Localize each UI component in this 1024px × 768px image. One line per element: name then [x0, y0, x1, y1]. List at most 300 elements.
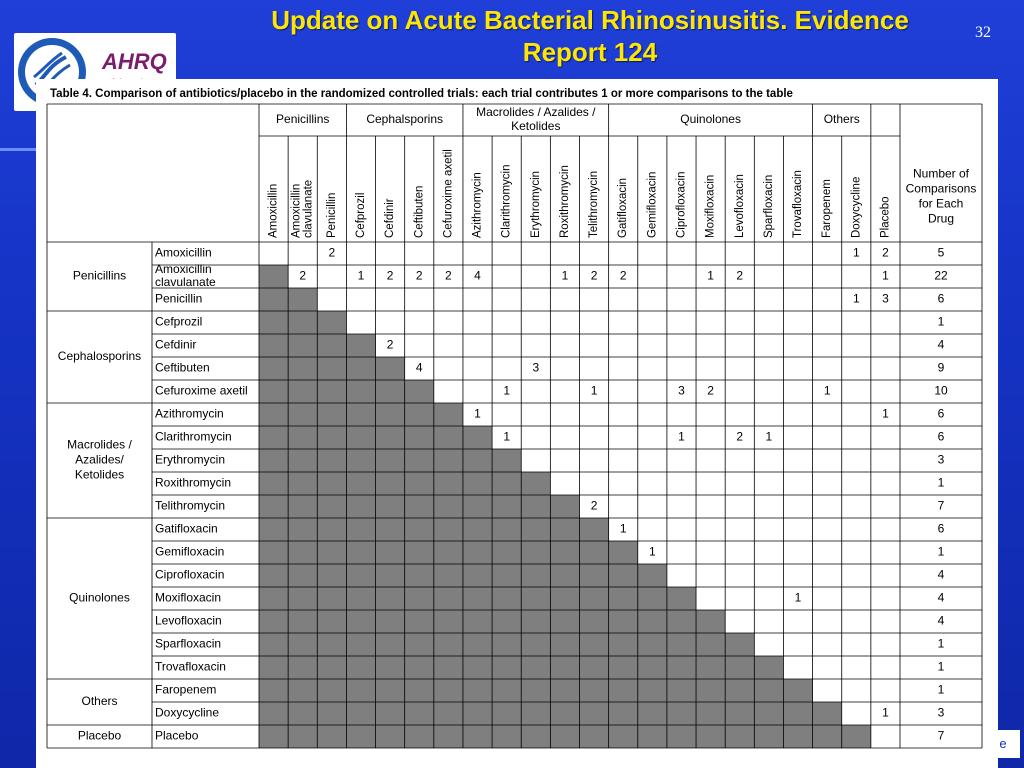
grey-cell — [346, 541, 375, 564]
column-header-line: Placebo — [879, 196, 892, 238]
column-header-line: Clarithromycin — [500, 164, 513, 238]
grey-cell — [317, 656, 346, 679]
column-header-line: Moxifloxacin — [704, 174, 717, 238]
grey-cell — [463, 679, 492, 702]
row-label — [155, 568, 224, 582]
row-group-label-line: Cephalosporins — [57, 349, 142, 364]
grey-cell — [288, 426, 317, 449]
grey-cell — [434, 495, 463, 518]
grey-cell — [317, 610, 346, 633]
row-label — [155, 706, 219, 720]
grey-cell — [317, 495, 346, 518]
row-total: 1 — [937, 636, 945, 651]
grey-cell — [288, 633, 317, 656]
grey-cell — [463, 702, 492, 725]
row-label — [155, 453, 225, 467]
row-label-line: Cefuroxime axetil — [155, 383, 248, 398]
row-label — [155, 637, 221, 651]
grey-cell — [434, 587, 463, 610]
column-header-line: Telithromycin — [588, 170, 601, 238]
grey-cell — [434, 610, 463, 633]
grey-cell — [405, 702, 434, 725]
table-cell: 1 — [823, 383, 831, 398]
row-label — [155, 614, 222, 628]
column-header — [792, 170, 804, 238]
row-label-line: Levofloxacin — [155, 613, 222, 628]
column-header-line: Cefdinir — [384, 198, 397, 238]
row-label — [155, 430, 232, 444]
row-label — [155, 660, 226, 674]
row-label-line: clavulanate — [155, 275, 216, 290]
grey-cell — [492, 495, 521, 518]
column-header — [617, 178, 629, 238]
table-cell: 2 — [445, 268, 452, 283]
grey-cell — [667, 633, 696, 656]
grey-cell — [550, 702, 579, 725]
grey-cell — [288, 656, 317, 679]
grey-cell — [550, 656, 579, 679]
grey-cell — [754, 679, 783, 702]
grey-cell — [288, 334, 317, 357]
grey-cell — [346, 380, 375, 403]
table-cell: 2 — [386, 337, 394, 352]
column-header-line: Erythromycin — [529, 170, 542, 238]
row-group-label-line: Macrolides / — [67, 437, 132, 452]
grey-cell — [405, 564, 434, 587]
grey-cell — [580, 656, 609, 679]
grey-cell — [376, 449, 405, 472]
grey-cell — [521, 679, 550, 702]
grey-cell — [405, 495, 434, 518]
grey-cell — [492, 633, 521, 656]
grey-cell — [317, 449, 346, 472]
grey-cell — [696, 702, 725, 725]
row-group-label — [81, 694, 117, 708]
grey-cell — [434, 449, 463, 472]
grey-cell — [288, 725, 317, 748]
grey-cell — [405, 725, 434, 748]
grey-cell — [259, 679, 288, 702]
grey-cell — [638, 679, 667, 702]
group-header — [276, 112, 329, 126]
grey-cell — [434, 403, 463, 426]
group-header-line: Cephalsporins — [366, 112, 444, 127]
grey-cell — [346, 587, 375, 610]
grey-cell — [346, 564, 375, 587]
grey-cell — [492, 564, 521, 587]
column-header-line: Ceftibuten — [413, 185, 426, 238]
row-label — [155, 262, 216, 289]
grey-cell — [405, 610, 434, 633]
grey-cell — [609, 541, 638, 564]
grey-cell — [638, 564, 667, 587]
grey-cell — [550, 495, 579, 518]
row-label — [155, 338, 196, 352]
group-header-line: Others — [823, 112, 860, 127]
grey-cell — [405, 679, 434, 702]
grey-cell — [783, 702, 812, 725]
table-document — [36, 79, 998, 768]
row-label-line: Moxifloxacin — [155, 590, 222, 605]
grey-cell — [405, 656, 434, 679]
table-cell: 2 — [415, 268, 423, 283]
row-label-line: Amoxicillin — [155, 262, 212, 277]
grey-cell — [609, 587, 638, 610]
grey-cell — [667, 725, 696, 748]
row-group-label-line: Placebo — [77, 728, 122, 743]
grey-cell — [288, 610, 317, 633]
column-header-line: Ciprofloxacin — [675, 171, 688, 238]
grey-cell — [463, 426, 492, 449]
row-label — [155, 476, 231, 490]
grey-cell — [492, 725, 521, 748]
grey-cell — [725, 702, 754, 725]
table-cell: 1 — [707, 268, 714, 283]
group-header — [824, 112, 860, 126]
grey-cell — [317, 311, 346, 334]
grey-cell — [463, 564, 492, 587]
grey-cell — [405, 403, 434, 426]
grey-cell — [288, 679, 317, 702]
table-cell: 1 — [503, 383, 511, 398]
grey-cell — [346, 449, 375, 472]
ahrq-logo-text: AHRQ — [102, 49, 167, 74]
grey-cell — [376, 380, 405, 403]
grey-cell — [288, 288, 317, 311]
grey-cell — [783, 725, 812, 748]
table-cell: 1 — [765, 429, 773, 444]
grey-cell — [288, 564, 317, 587]
grey-cell — [317, 380, 346, 403]
table-cell: 1 — [619, 521, 627, 536]
grey-cell — [521, 564, 550, 587]
total-header-line: Drug — [927, 211, 955, 226]
grey-cell — [580, 610, 609, 633]
row-label-line: Clarithromycin — [155, 429, 232, 444]
table-cell: 2 — [882, 245, 889, 260]
grey-cell — [259, 656, 288, 679]
row-group-label-line: Others — [81, 694, 118, 709]
grey-cell — [696, 656, 725, 679]
column-header — [501, 165, 513, 238]
grey-cell — [346, 472, 375, 495]
grey-cell — [376, 541, 405, 564]
column-header-line: Sparfloxacin — [762, 174, 775, 238]
grey-cell — [259, 334, 288, 357]
grey-cell — [288, 541, 317, 564]
grey-cell — [667, 702, 696, 725]
grey-cell — [288, 403, 317, 426]
column-header — [472, 172, 484, 238]
total-header — [906, 167, 977, 226]
grey-cell — [434, 702, 463, 725]
column-header — [413, 186, 425, 238]
grey-cell — [609, 633, 638, 656]
row-group-label-line: Penicillins — [72, 268, 127, 283]
row-group-label — [73, 269, 126, 283]
table-cell: 1 — [794, 590, 802, 605]
table-cell: 4 — [415, 360, 423, 375]
grey-cell — [550, 587, 579, 610]
grey-cell — [463, 725, 492, 748]
grey-cell — [288, 311, 317, 334]
slide-number: 32 — [975, 24, 991, 41]
column-header-line: Levofloxacin — [733, 174, 746, 238]
column-header-line: Roxithromycin — [558, 165, 571, 238]
row-label — [155, 683, 216, 697]
grey-cell — [259, 633, 288, 656]
grey-cell — [288, 380, 317, 403]
grey-cell — [463, 656, 492, 679]
grey-cell — [492, 518, 521, 541]
grey-cell — [463, 633, 492, 656]
grey-cell — [376, 564, 405, 587]
row-total: 10 — [934, 383, 948, 398]
grey-cell — [288, 702, 317, 725]
grey-cell — [317, 564, 346, 587]
column-header-line: Cefprozil — [355, 192, 368, 238]
row-group-label-line: Quinolones — [69, 590, 130, 605]
grey-cell — [609, 564, 638, 587]
table-cell: 2 — [590, 498, 598, 513]
grey-cell — [492, 472, 521, 495]
grey-cell — [405, 426, 434, 449]
grey-cell — [580, 541, 609, 564]
column-header — [588, 171, 600, 238]
grey-cell — [580, 564, 609, 587]
grey-cell — [754, 702, 783, 725]
grey-cell — [609, 679, 638, 702]
grey-cell — [376, 357, 405, 380]
table-cell: 1 — [678, 429, 685, 444]
grey-cell — [521, 610, 550, 633]
column-header — [734, 174, 746, 238]
row-label-line: Ceftibuten — [155, 360, 210, 375]
grey-cell — [463, 541, 492, 564]
grey-cell — [346, 656, 375, 679]
grey-cell — [521, 587, 550, 610]
column-header-line: Azithromycin — [471, 172, 484, 238]
grey-cell — [696, 679, 725, 702]
grey-cell — [288, 587, 317, 610]
grey-cell — [550, 725, 579, 748]
grey-cell — [492, 587, 521, 610]
grey-cell — [376, 633, 405, 656]
grey-cell — [667, 587, 696, 610]
total-header-line: Comparisons — [905, 181, 977, 196]
grey-cell — [463, 449, 492, 472]
grey-cell — [346, 495, 375, 518]
grey-cell — [521, 541, 550, 564]
grey-cell — [609, 656, 638, 679]
grey-cell — [259, 725, 288, 748]
grey-cell — [725, 656, 754, 679]
table-cell: 1 — [561, 268, 569, 283]
grey-cell — [346, 334, 375, 357]
row-total: 6 — [937, 406, 945, 421]
column-header-line: Gatifloxacin — [617, 177, 630, 238]
grey-cell — [667, 610, 696, 633]
table-cell: 3 — [532, 360, 540, 375]
row-total: 1 — [937, 314, 945, 329]
row-label-line: Cefdinir — [155, 337, 197, 352]
grey-cell — [317, 587, 346, 610]
row-label — [155, 407, 224, 421]
grey-cell — [725, 633, 754, 656]
grey-cell — [521, 725, 550, 748]
grey-cell — [580, 725, 609, 748]
grey-cell — [550, 633, 579, 656]
row-label — [155, 315, 202, 329]
group-header — [366, 112, 443, 126]
table-cell: 3 — [678, 383, 685, 398]
grey-cell — [638, 725, 667, 748]
grey-cell — [317, 426, 346, 449]
grey-cell — [434, 518, 463, 541]
row-label-line: Amoxicillin — [155, 245, 212, 260]
grey-cell — [580, 587, 609, 610]
grey-cell — [492, 656, 521, 679]
grey-cell — [259, 357, 288, 380]
total-header-line: Number of — [912, 166, 970, 181]
row-group-label — [67, 438, 132, 482]
grey-cell — [463, 495, 492, 518]
grey-cell — [434, 541, 463, 564]
row-total: 1 — [937, 682, 945, 697]
grey-cell — [550, 518, 579, 541]
table-cell: 2 — [590, 268, 598, 283]
grey-cell — [405, 472, 434, 495]
grey-cell — [492, 541, 521, 564]
table-cell: 2 — [707, 383, 714, 398]
table-cell: 2 — [736, 268, 744, 283]
grey-cell — [259, 702, 288, 725]
slide-title-line1: Update on Acute Bacterial Rhinosinusitis. Evidence — [271, 5, 909, 35]
corner-nav-button[interactable]: e — [986, 730, 1020, 758]
grey-cell — [638, 610, 667, 633]
grey-cell — [317, 334, 346, 357]
grey-cell — [317, 518, 346, 541]
slide-title — [190, 4, 990, 68]
row-total: 1 — [937, 659, 945, 674]
group-header-line: Ketolides — [511, 119, 561, 134]
column-header — [705, 175, 717, 238]
group-header-line: Quinolones — [680, 112, 741, 127]
grey-cell — [376, 610, 405, 633]
grey-cell — [754, 725, 783, 748]
grey-cell — [521, 633, 550, 656]
grey-cell — [346, 702, 375, 725]
row-label-line: Trovafloxacin — [155, 659, 226, 674]
grey-cell — [580, 702, 609, 725]
row-label — [155, 591, 221, 605]
grey-cell — [288, 449, 317, 472]
grey-cell — [376, 495, 405, 518]
row-group-label — [58, 349, 141, 363]
row-group-label-line: Ketolides — [74, 467, 125, 482]
row-label — [155, 499, 225, 513]
row-label-line: Doxycycline — [155, 705, 220, 720]
row-total: 7 — [937, 498, 945, 513]
grey-cell — [521, 656, 550, 679]
row-total: 3 — [937, 452, 945, 467]
table-cell: 2 — [328, 245, 336, 260]
column-header-line: clavulanate — [302, 179, 315, 238]
grey-cell — [550, 564, 579, 587]
row-total: 6 — [937, 291, 945, 306]
grey-cell — [288, 472, 317, 495]
grey-cell — [376, 702, 405, 725]
grey-cell — [492, 449, 521, 472]
grey-cell — [405, 380, 434, 403]
table-cell: 2 — [619, 268, 627, 283]
row-label-line: Placebo — [155, 728, 199, 743]
grey-cell — [317, 472, 346, 495]
row-label-line: Gemifloxacin — [155, 544, 225, 559]
column-header — [821, 179, 833, 238]
grey-cell — [346, 633, 375, 656]
column-header — [850, 177, 862, 238]
column-header-line: Amoxicillin — [290, 183, 303, 238]
row-label — [155, 545, 224, 559]
grey-cell — [376, 587, 405, 610]
table-cell: 1 — [357, 268, 365, 283]
row-group-label — [69, 591, 130, 605]
grey-cell — [696, 725, 725, 748]
grey-cell — [521, 518, 550, 541]
slide-title-line2: Report 124 — [522, 37, 658, 67]
grey-cell — [259, 610, 288, 633]
grey-cell — [492, 679, 521, 702]
grey-cell — [346, 610, 375, 633]
grey-cell — [463, 472, 492, 495]
table-cell: 4 — [474, 268, 481, 283]
table-cell: 2 — [386, 268, 394, 283]
column-header — [291, 180, 315, 238]
grey-cell — [550, 679, 579, 702]
row-label-line: Gatifloxacin — [155, 521, 218, 536]
row-group-label — [78, 729, 122, 743]
row-total: 6 — [937, 429, 945, 444]
column-header-line: Gemifloxacin — [646, 171, 659, 238]
grey-cell — [259, 403, 288, 426]
row-group-label-line: Azalides/ — [75, 452, 124, 467]
grey-cell — [317, 403, 346, 426]
grey-cell — [259, 288, 288, 311]
grey-cell — [346, 426, 375, 449]
grey-cell — [346, 518, 375, 541]
grey-cell — [259, 541, 288, 564]
grey-cell — [259, 311, 288, 334]
grey-cell — [813, 702, 842, 725]
grey-cell — [288, 357, 317, 380]
column-header — [676, 172, 688, 238]
column-header — [879, 196, 891, 238]
row-total: 1 — [937, 544, 945, 559]
table-cell: 1 — [590, 383, 598, 398]
grey-cell — [405, 587, 434, 610]
grey-cell — [521, 702, 550, 725]
grey-cell — [259, 380, 288, 403]
comparison-table — [36, 79, 998, 768]
row-label-line: Cefprozil — [155, 314, 203, 329]
grey-cell — [405, 449, 434, 472]
row-label — [155, 246, 212, 260]
row-label — [155, 292, 202, 306]
table-cell: 1 — [852, 291, 860, 306]
grey-cell — [405, 633, 434, 656]
grey-cell — [434, 679, 463, 702]
